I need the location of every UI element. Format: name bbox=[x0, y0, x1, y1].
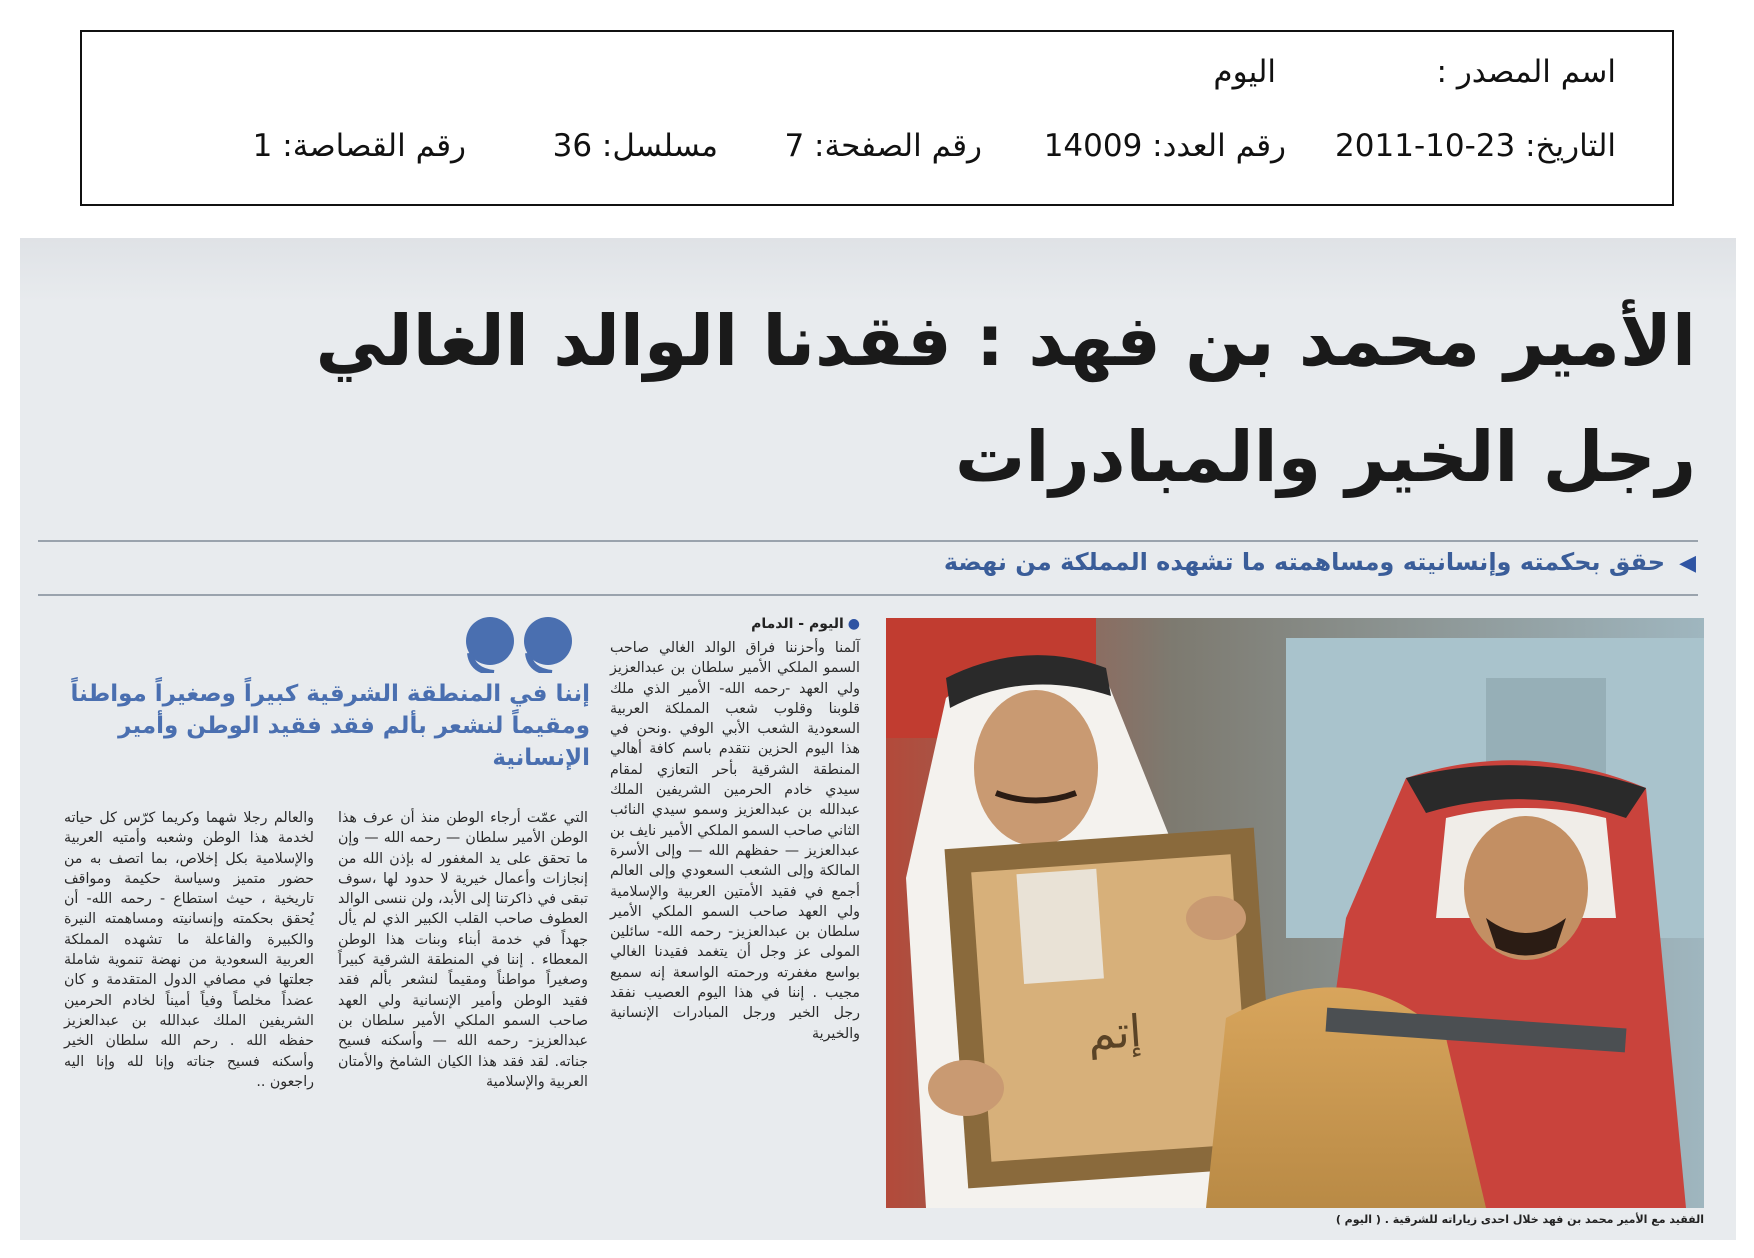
source-metadata-box bbox=[80, 30, 1674, 206]
pull-quote: إننا في المنطقة الشرقية كبيراً وصغيراً مواطناً ومقيماً لنشعر بألم فقد فقيد الوطن وأمير الإنسانية bbox=[70, 681, 590, 771]
svg-text:إتم: إتم bbox=[1086, 1005, 1144, 1061]
photo-caption: الفقيد مع الأمير محمد بن فهد خلال احدى زياراته للشرقية . ( اليوم ) bbox=[1335, 1213, 1704, 1226]
serial-label: مسلسل: 36 bbox=[552, 128, 718, 164]
article-column-1 bbox=[610, 638, 860, 1228]
clip-label: رقم القصاصة: 1 bbox=[252, 128, 466, 164]
column-3-text: والعالم رجلا شهما وكريما كرّس كل حياته لخدمة هذا الوطن وشعبه وأمتيه العربية والإسلامية بكل إخلاص، بما اتصف به من حضور متميز وسياسة حكيمة ومواقف تاريخية ، حيث استطاع - رحمه الله- أن يُحقق بحكمته وإنسانيته ومساهمته النيرة والكبيرة والفاعلة ما تشهده المملكة العربية السعودية من نهضة تنموية شاملة جعلتها في مصافي الدول المتقدمة و كان عضداً مخلصاً وفياً أميناً لخادم الحرمين الشريفين الملك عبدالله بن عبدالعزيز حفظه الله . رحم الله سلطان الخير وأسكنه فسيح جناته وإنا لله وإنا اليه راجعون .. bbox=[64, 810, 314, 1090]
subheadline bbox=[944, 548, 1696, 576]
article-column-2 bbox=[338, 808, 588, 1228]
article-photo bbox=[886, 618, 1704, 1208]
triangle-bullet-icon: ◀ bbox=[1679, 551, 1696, 576]
page-label: رقم الصفحة: 7 bbox=[784, 128, 982, 164]
column-2-text: التي عمّت أرجاء الوطن منذ أن عرف هذا الوطن الأمير سلطان — رحمه الله — وإن ما تحقق على يد المغفور له بإذن الله من إنجازات وأعمال خيرية لا حدود لها ،سوف تبقى في ذاكرتنا إلى الأبد، ولن ننسى الوالد العطوف صاحب القلب الكبير الذي لم يأل جهداً في خدمة أبناء وبنات هذا الوطن المعطاء . إننا في المنطقة الشرقية كبيراً وصغيراً مواطناً ومقيماً لنشعر بألم فقد فقيد الوطن وأمير الإنسانية ولي العهد صاحب السمو الملكي الأمير سلطان بن عبدالعزيز- رحمه الله — وأسكنه فسيح جناته. لقد فقد هذا الكيان الشامخ والأمتان العربية والإسلامية bbox=[338, 810, 588, 1090]
quote-mark-icon bbox=[460, 613, 580, 673]
subheadline-text: حقق بحكمته وإنسانيته ومساهمته ما تشهده المملكة من نهضة bbox=[943, 548, 1666, 576]
top-rule bbox=[38, 540, 1698, 542]
bottom-rule bbox=[38, 594, 1698, 596]
source-value: اليوم bbox=[1213, 54, 1276, 90]
issue-label: رقم العدد: 14009 bbox=[1043, 128, 1286, 164]
newspaper-clipping bbox=[20, 238, 1736, 1240]
dateline-text: اليوم - الدمام bbox=[751, 616, 844, 632]
article-column-3 bbox=[64, 808, 314, 1228]
photo-illustration bbox=[886, 618, 1704, 1208]
bullet-dot-icon: ● bbox=[847, 616, 860, 632]
bleed-through-band bbox=[20, 238, 1736, 302]
source-label: اسم المصدر : bbox=[1436, 54, 1616, 90]
headline-line-1: الأمير محمد بن فهد : فقدنا الوالد الغالي bbox=[315, 300, 1696, 382]
headline-line-2: رجل الخير والمبادرات bbox=[955, 416, 1696, 498]
dateline bbox=[610, 616, 860, 632]
column-1-text: آلمنا وأحزننا فراق الوالد الغالي صاحب السمو الملكي الأمير سلطان بن عبدالعزيز ولي العهد -رحمه الله- الأمير الذي ملك قلوبنا وقلوب شعب المملكة العربية السعودية الشعب الأبي الوفي .ونحن في هذا اليوم الحزين نتقدم باسم كافة أهالي المنطقة الشرقية بأحر التعازي لمقام سيدي خادم الحرمين الشريفين الملك عبدالله بن عبدالعزيز وسمو سيدي النائب الثاني صاحب السمو الملكي الأمير نايف بن عبدالعزيز — حفظهم الله — وإلى الأسرة المالكة وإلى الشعب السعودي وإلى العالم أجمع في فقيد الأمتين العربية والإسلامية ولي العهد صاحب السمو الملكي الأمير سلطان بن عبدالعزيز- رحمه الله- سائلين المولى عز وجل أن يتغمد فقيدنا الغالي بواسع مغفرته ورحمته الواسعة إنه سميع مجيب . إننا في هذا اليوم العصيب نفقد رجل الخير ورجل المبادرات الإنسانية والخيرية bbox=[610, 640, 860, 1042]
date-label: التاريخ: 23-10-2011 bbox=[1335, 128, 1616, 164]
